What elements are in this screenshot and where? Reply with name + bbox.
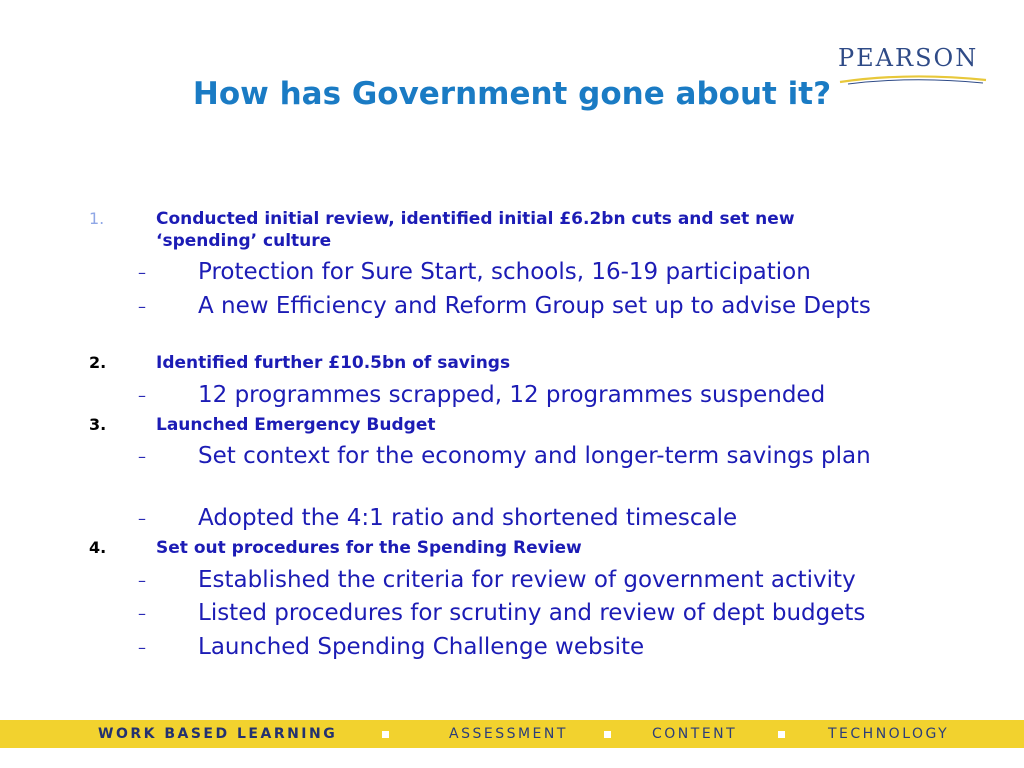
list-item: Set out procedures for the Spending Review (156, 538, 582, 558)
list-item: Identified further £10.5bn of savings (156, 353, 511, 373)
logo-text: PEARSON (838, 44, 979, 72)
footer-item-technology: TECHNOLOGY (828, 726, 950, 742)
sub-list-dash: – (138, 509, 146, 528)
sub-list-item: 12 programmes scrapped, 12 programmes suspended (198, 382, 826, 408)
footer-separator (382, 731, 389, 738)
sub-list-item: Set context for the economy and longer-term savings plan (198, 443, 871, 469)
sub-list-item: A new Efficiency and Reform Group set up to advise Depts (198, 293, 871, 319)
list-number: 2. (89, 353, 107, 372)
sub-list-item: Protection for Sure Start, schools, 16-19 participation (198, 259, 811, 285)
sub-list-dash: – (138, 638, 146, 657)
sub-list-dash: – (138, 386, 146, 405)
sub-list-dash: – (138, 604, 146, 623)
list-item: Launched Emergency Budget (156, 415, 436, 435)
footer-separator (604, 731, 611, 738)
footer-bar (0, 720, 1024, 748)
sub-list-item: Established the criteria for review of government activity (198, 567, 856, 593)
list-number: 1. (89, 209, 105, 228)
sub-list-dash: – (138, 447, 146, 466)
list-number: 4. (89, 538, 107, 557)
sub-list-item: Listed procedures for scrutiny and review of dept budgets (198, 600, 866, 626)
sub-list-item: Launched Spending Challenge website (198, 634, 645, 660)
sub-list-dash: – (138, 297, 146, 316)
sub-list-dash: – (138, 571, 146, 590)
slide-title: How has Government gone about it? (192, 76, 832, 112)
footer-item-work-based-learning: WORK BASED LEARNING (98, 726, 338, 742)
list-number: 3. (89, 415, 107, 434)
list-item: Conducted initial review, identified initial £6.2bn cuts and set new ‘spending’ culture (156, 209, 795, 251)
footer-item-assessment: ASSESSMENT (449, 726, 568, 742)
footer-item-content: CONTENT (652, 726, 738, 742)
sub-list-dash: – (138, 263, 146, 282)
footer-separator (778, 731, 785, 738)
sub-list-item: Adopted the 4:1 ratio and shortened timescale (198, 505, 738, 531)
